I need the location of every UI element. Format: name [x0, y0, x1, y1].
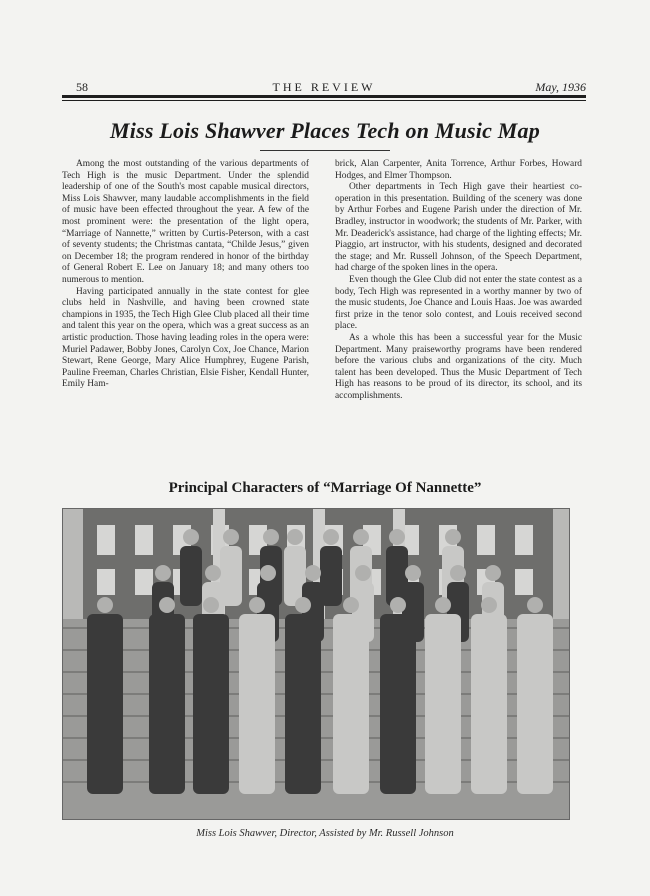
back-row-person-head: [223, 529, 239, 545]
front-row-person-head: [295, 597, 311, 613]
front-row-person-body: [149, 614, 185, 794]
article-column-right: [335, 159, 582, 402]
running-header: [62, 78, 586, 96]
back-row-person-head: [183, 529, 199, 545]
middle-row-person-head: [260, 565, 276, 581]
front-row-person-body: [425, 614, 461, 794]
back-row-person-head: [287, 529, 303, 545]
paragraph: As a whole this has been a successful year for the Music Department. Many praiseworthy programs have been rendered before the various clubs and organizations of the city. Much talent has been developed. Thus the Music Department of Tech High has reasons to be proud of its director, its school, and its accomplishments.: [335, 332, 582, 401]
title-underline: [260, 150, 390, 151]
middle-row-person-head: [305, 565, 321, 581]
middle-row-person-head: [155, 565, 171, 581]
front-row-person-head: [343, 597, 359, 613]
photo-window: [515, 525, 533, 555]
front-row-person-body: [239, 614, 275, 794]
front-row-person-head: [527, 597, 543, 613]
front-row-person-head: [435, 597, 451, 613]
middle-row-person-head: [485, 565, 501, 581]
article-title: Miss Lois Shawver Places Tech on Music Map: [110, 118, 540, 143]
back-row-person-head: [445, 529, 461, 545]
front-row-person-head: [159, 597, 175, 613]
front-row-person-body: [285, 614, 321, 794]
page-number: 58: [76, 80, 88, 94]
paragraph: Other departments in Tech High gave their heartiest co-operation in this presentation. Building of the scenery was done by Arthur Forbes and Eugene Parish under the direction of Mr. Bradley, instructor in woodwork; the students of Mr. Parker, with Mr. Deaderick's assistance, had charge of the lighting effects; Mr. Piaggio, art instructor, with his students, designed and decorated the stage; and Mr. Russell Johnson, of the Speech Department, had charge of the spoken lines in the opera.: [335, 182, 582, 274]
photo-window: [135, 525, 153, 555]
paragraph: Having participated annually in the state contest for glee clubs held in Nashville, and having been crowned state champions in 1935, the Tech High Glee Club placed all their time and talent this year on the opera, which was a great success as an artistic production. Those having leading roles in the opera were: Muriel Padawer, Bobby Jones, Carolyn Cox, Joe Chance, Marion Stewart, Rene George, Mary Alice Humphrey, Eugene Parish, Pauline Freeman, Charles Christian, Elsie Fisher, Kendall Hunter, Emily Ham-: [62, 286, 309, 390]
front-row-person-body: [517, 614, 553, 794]
front-row-person-head: [97, 597, 113, 613]
back-row-person-body: [180, 546, 202, 606]
front-row-person-body: [333, 614, 369, 794]
front-row-person-head: [249, 597, 265, 613]
header-rule-thick: [62, 95, 586, 98]
header-rule-thin: [62, 100, 586, 101]
middle-row-person-head: [405, 565, 421, 581]
back-row-person-head: [323, 529, 339, 545]
masthead: THE REVIEW: [272, 80, 376, 94]
group-photo: [62, 508, 570, 820]
photo-window: [135, 569, 153, 595]
front-row-person-body: [380, 614, 416, 794]
photo-window: [515, 569, 533, 595]
front-row-person-head: [203, 597, 219, 613]
photo-heading: Principal Characters of “Marriage Of Nannette”: [168, 480, 482, 496]
middle-row-person-head: [450, 565, 466, 581]
photo-window: [97, 525, 115, 555]
front-row-person-head: [390, 597, 406, 613]
middle-row-person-head: [355, 565, 371, 581]
front-row-person-body: [471, 614, 507, 794]
paragraph-continued: brick, Alan Carpenter, Anita Torrence, Arthur Forbes, Howard Hodges, and Elmer Thompson.: [335, 159, 582, 181]
photo-window: [97, 569, 115, 595]
photo-window: [477, 525, 495, 555]
photo-caption: Miss Lois Shawver, Director, Assisted by Mr. Russell Johnson: [196, 828, 454, 839]
back-row-person-head: [389, 529, 405, 545]
front-row-person-head: [481, 597, 497, 613]
middle-row-person-head: [205, 565, 221, 581]
front-row-person-body: [193, 614, 229, 794]
group-photo-illustration: [63, 509, 569, 819]
front-row-person-body: [87, 614, 123, 794]
back-row-person-head: [263, 529, 279, 545]
article-column-left: [62, 159, 309, 391]
back-row-person-head: [353, 529, 369, 545]
issue-date: May, 1936: [535, 80, 586, 94]
paragraph: Even though the Glee Club did not enter the state contest as a body, Tech High was represented in a worthy manner by two of the music students, Joe Chance and Louis Haas. Joe was awarded first prize in the tenor solo contest, and Louis received second place.: [335, 274, 582, 332]
paragraph: Among the most outstanding of the various departments of Tech High is the music Department. Under the splendid leadership of one of the South's most capable musical directors, Miss Lois Shawver, many laudable accomplishments in the field of music have been effected throughout the year. A few of the most prominent were: the presentation of the light opera, “Marriage of Nannette,” written by Curtis-Peterson, with a cast of seventy students; the Christmas cantata, “Childe Jesus,” given on December 18; the program rendered in honor of the birthday of General Robert E. Lee on January 18; and many others too numerous to mention.: [62, 159, 309, 285]
